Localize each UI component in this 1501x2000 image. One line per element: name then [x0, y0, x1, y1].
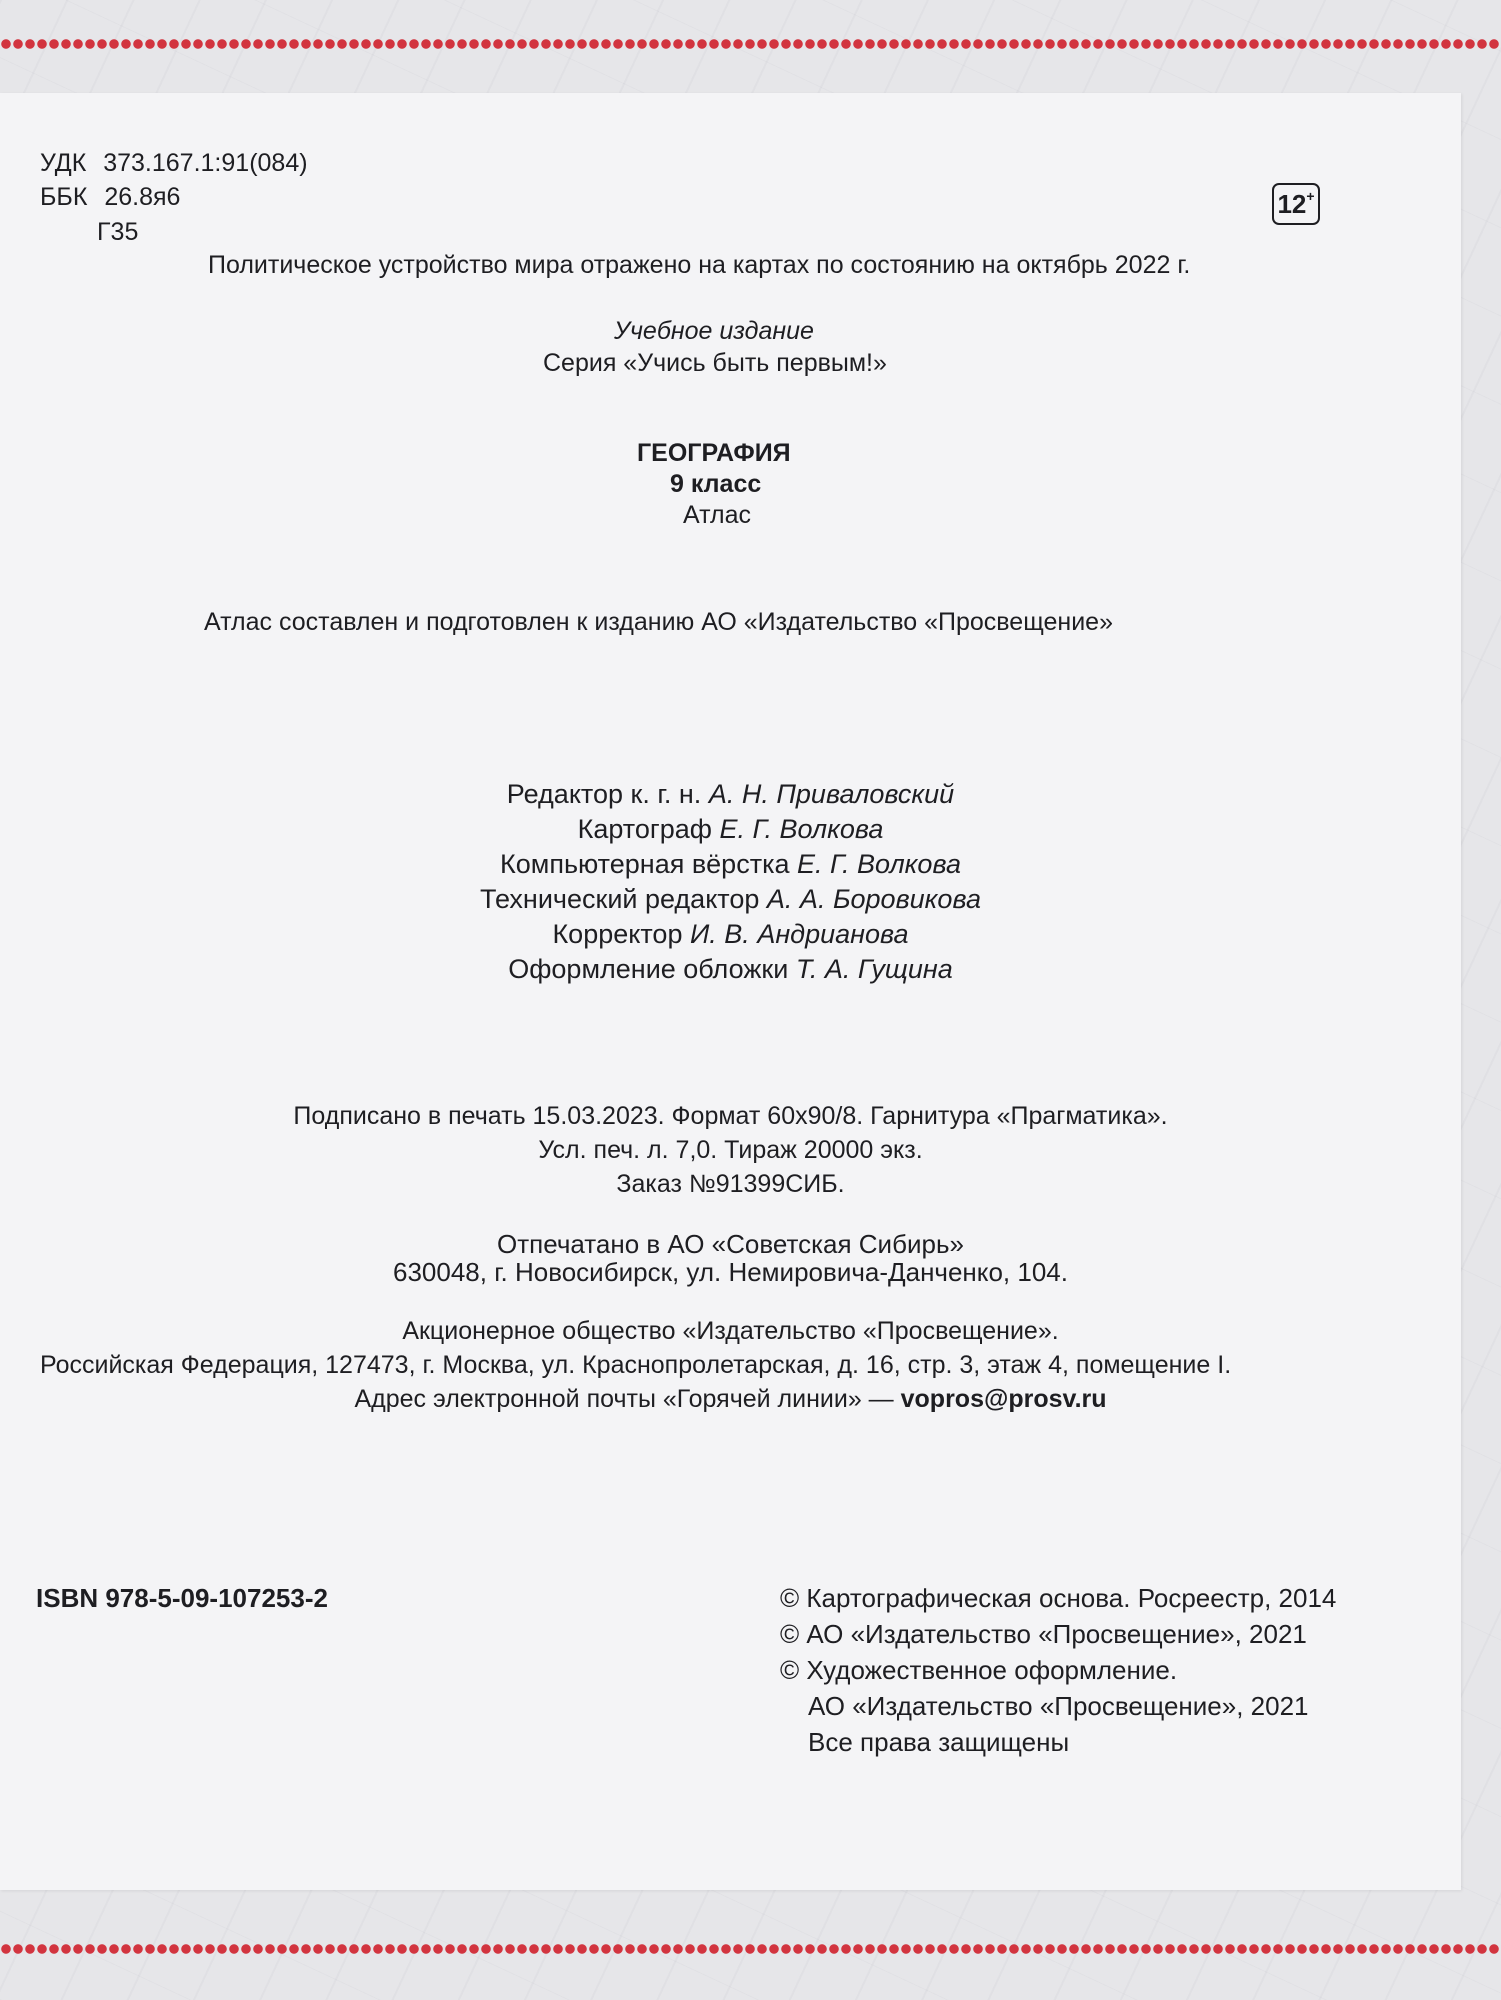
print-info-line3: Заказ №91399СИБ. [616, 1170, 845, 1198]
rights-reserved: Все права защищены [808, 1727, 1070, 1757]
printer-line2: 630048, г. Новосибирск, ул. Немировича-Данченко, 104. [393, 1257, 1068, 1287]
copyright-line: © Художественное оформление. [780, 1655, 1178, 1685]
imprint-page [0, 93, 1461, 1890]
publisher-address: Российская Федерация, 127473, г. Москва, ул. Краснопролетарская, д. 16, стр. 3, этаж 4, помещение I. [40, 1351, 1232, 1379]
udk-value: 373.167.1:91(084) [103, 149, 308, 177]
credit-role: Технический редактор [480, 884, 760, 914]
credit-role: Компьютерная вёрстка [500, 849, 790, 879]
credit-layout [0, 848, 1461, 880]
atlas-kind: Атлас [683, 501, 752, 529]
isbn: ISBN 978-5-09-107253-2 [36, 1583, 328, 1613]
credit-role: Оформление обложки [508, 954, 789, 984]
credit-proofreader [0, 918, 1461, 950]
age-rating-plus: + [1306, 188, 1315, 204]
publisher-email-row [0, 1384, 1461, 1414]
email-prefix: Адрес электронной почты «Горячей линии» — [354, 1385, 901, 1413]
compiled-by: Атлас составлен и подготовлен к изданию АО «Издательство «Просвещение» [204, 608, 1113, 636]
udk-row [40, 148, 308, 178]
edition-type: Учебное издание [614, 317, 814, 345]
credit-cartographer [0, 813, 1461, 845]
top-dot-border [0, 37, 1501, 51]
print-info-line2: Усл. печ. л. 7,0. Тираж 20000 экз. [538, 1136, 923, 1164]
grade: 9 класс [670, 470, 762, 498]
subject-title: ГЕОГРАФИЯ [637, 439, 791, 467]
bbk-value: 26.8я6 [104, 183, 181, 211]
copyright-line: © АО «Издательство «Просвещение», 2021 [780, 1619, 1307, 1649]
publisher-line1: Акционерное общество «Издательство «Просвещение». [402, 1317, 1059, 1345]
printer-line1: Отпечатано в АО «Советская Сибирь» [497, 1229, 964, 1259]
age-rating-badge [1272, 183, 1320, 225]
credit-name: Т. А. Гущина [795, 954, 953, 984]
print-info-line1: Подписано в печать 15.03.2023. Формат 60x90/8. Гарнитура «Прагматика». [293, 1102, 1168, 1130]
bbk-row [40, 182, 180, 212]
credit-role: Картограф [577, 814, 712, 844]
credit-editor [0, 778, 1461, 810]
series: Серия «Учись быть первым!» [543, 349, 887, 377]
credit-role: Корректор [552, 919, 683, 949]
credit-name: Е. Г. Волкова [719, 814, 884, 844]
author-code: Г35 [97, 218, 139, 246]
copyright-line: АО «Издательство «Просвещение», 2021 [808, 1691, 1309, 1721]
bottom-dot-border [0, 1942, 1501, 1956]
credit-name: Е. Г. Волкова [797, 849, 961, 879]
bbk-label: ББК [40, 183, 88, 211]
credit-name: А. Н. Приваловский [708, 779, 955, 809]
copyright-line: © Картографическая основа. Росреестр, 2014 [780, 1583, 1337, 1613]
age-rating-number: 12 [1277, 189, 1307, 219]
credit-cover [0, 953, 1461, 985]
credit-name: А. А. Боровикова [766, 884, 981, 914]
political-note: Политическое устройство мира отражено на картах по состоянию на октябрь 2022 г. [208, 251, 1191, 279]
credit-tech-editor [0, 883, 1461, 915]
credit-role: Редактор к. г. н. [506, 779, 702, 809]
udk-label: УДК [40, 149, 87, 177]
credit-name: И. В. Андрианова [689, 919, 909, 949]
email-link[interactable]: vopros@prosv.ru [900, 1385, 1107, 1413]
